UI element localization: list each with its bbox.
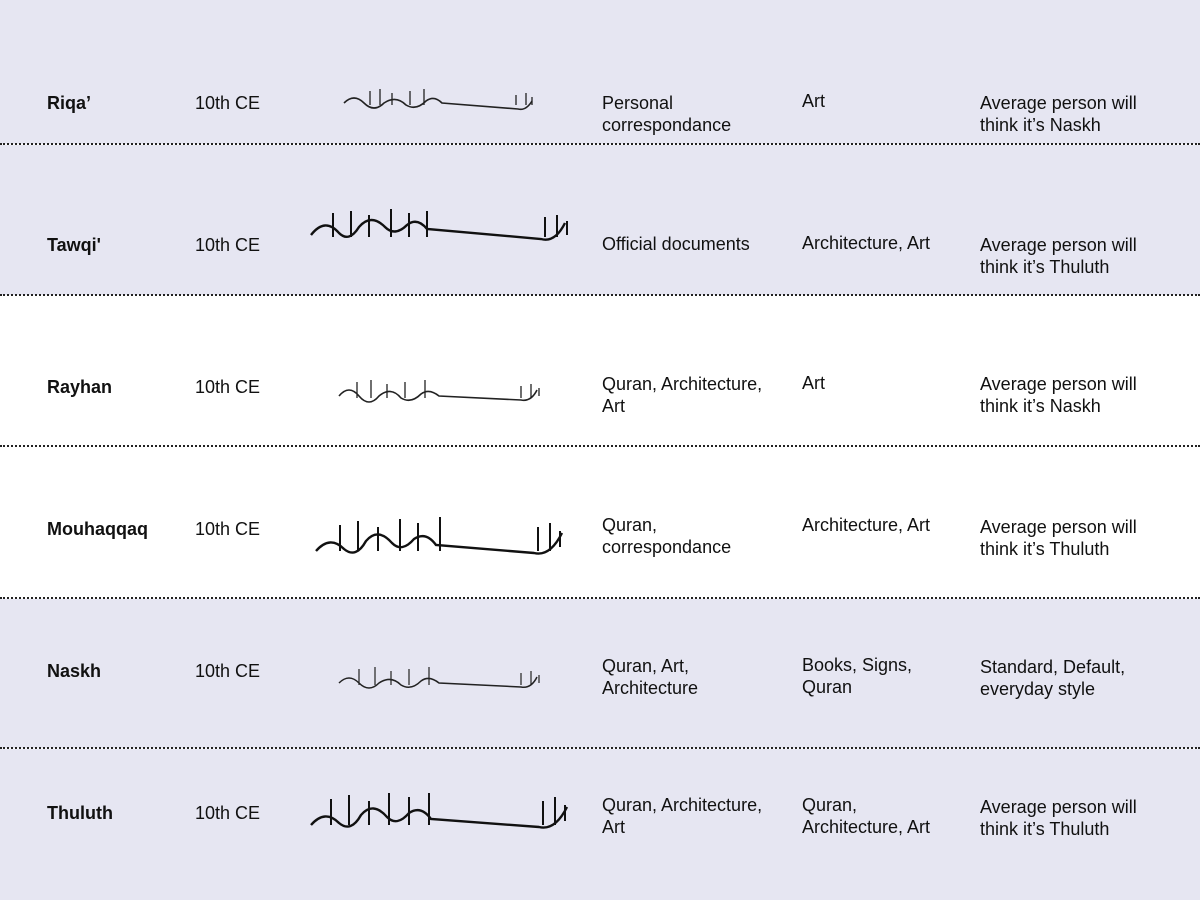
style-date: 10th CE (195, 803, 261, 823)
recognition-note: Average person will think it’s Thuluth (980, 235, 1137, 277)
current-use: Architecture, Art (802, 233, 931, 253)
historical-use: Quran, Art, Architecture (602, 656, 699, 698)
bismillah-calligraphy-tawqi-image (305, 200, 575, 260)
bismillah-calligraphy-mouhaqqaq-image (305, 509, 575, 569)
style-name: Riqa’ (47, 93, 92, 113)
style-name: Rayhan (47, 377, 113, 397)
current-use: Art (802, 373, 826, 393)
style-date: 10th CE (195, 377, 261, 397)
bismillah-calligraphy-thuluth-image (305, 785, 575, 845)
current-use: Art (802, 91, 826, 111)
style-name: Naskh (47, 661, 102, 681)
historical-use: Official documents (602, 234, 750, 254)
recognition-note: Average person will think it’s Thuluth (980, 797, 1137, 839)
style-name: Tawqi' (47, 235, 101, 255)
table-row (0, 296, 1200, 445)
recognition-note: Average person will think it’s Thuluth (980, 517, 1137, 559)
recognition-note: Average person will think it’s Naskh (980, 374, 1137, 416)
style-date: 10th CE (195, 93, 261, 113)
style-name: Mouhaqqaq (47, 519, 148, 539)
current-use: Quran, Architecture, Art (802, 795, 931, 837)
style-date: 10th CE (195, 235, 261, 255)
table-row (0, 599, 1200, 748)
historical-use: Quran, correspondance (602, 515, 732, 557)
table-row (0, 447, 1200, 597)
current-use: Books, Signs, Quran (802, 655, 913, 697)
recognition-note: Standard, Default, everyday style (980, 657, 1126, 699)
historical-use: Quran, Architecture, Art (602, 374, 763, 416)
current-use: Architecture, Art (802, 515, 931, 535)
table-row (0, 145, 1200, 295)
historical-use: Personal correspondance (602, 93, 732, 135)
style-name: Thuluth (47, 803, 113, 823)
bismillah-calligraphy-naskh-image (305, 661, 575, 699)
bismillah-calligraphy-riqa-image (305, 80, 575, 124)
bismillah-calligraphy-rayhan-image (305, 374, 575, 414)
table-row (0, 749, 1200, 900)
table-row (0, 0, 1200, 144)
style-date: 10th CE (195, 661, 261, 681)
style-date: 10th CE (195, 519, 261, 539)
historical-use: Quran, Architecture, Art (602, 795, 763, 837)
recognition-note: Average person will think it’s Naskh (980, 93, 1137, 135)
